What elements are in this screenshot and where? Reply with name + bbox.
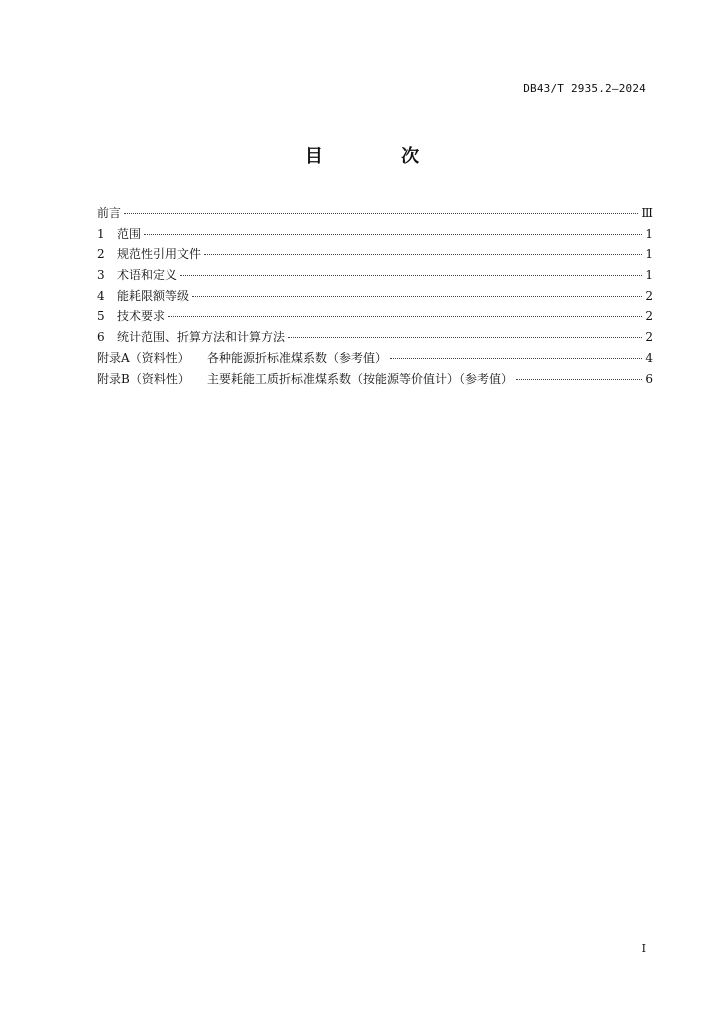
toc-entry-consumption-grades[interactable] [97,286,653,307]
toc-entry-label: 范围 [117,226,142,241]
toc-entry-label: 技术要求 [117,309,166,324]
toc-entry-label: 规范性引用文件 [117,247,202,262]
appendix-label: 附录B（资料性） [97,371,190,386]
toc-entry-page: Ⅲ [641,206,653,220]
document-code: DB43/T 2935.2—2024 [523,82,646,95]
toc-entry-number: 5 [97,309,105,324]
toc-entry-number: 2 [97,247,105,262]
toc-entry-foreword[interactable] [97,203,653,224]
toc-entry-number: 3 [97,268,105,283]
toc-entry-appendix-a[interactable] [97,348,653,369]
toc-leader-dots [204,253,642,255]
toc-entry-page: 1 [645,247,653,262]
page-number: I [641,942,646,955]
toc-entry-page: 2 [645,288,653,303]
toc-leader-dots [288,336,642,338]
toc-entry-page: 2 [645,309,653,324]
toc-entry-appendix-b[interactable] [97,369,653,390]
toc-entry-scope[interactable] [97,224,653,245]
toc-entry-number: 6 [97,330,105,345]
toc-entry-statistics-methods[interactable] [97,327,653,348]
toc-entry-terms-definitions[interactable] [97,265,653,286]
appendix-label: 附录A（资料性） [97,350,190,365]
toc-leader-dots [144,233,642,235]
toc-entry-page: 6 [645,371,653,386]
toc-entry-label: 能耗限额等级 [117,288,190,303]
toc-leader-dots [124,212,638,214]
toc-leader-dots [192,295,642,297]
toc-entry-number: 1 [97,226,105,241]
toc-title: 目 次 [304,146,456,167]
toc-leader-dots [168,315,642,317]
table-of-contents [97,203,653,389]
toc-entry-label: 统计范围、折算方法和计算方法 [117,330,286,345]
toc-leader-dots [390,357,642,359]
toc-entry-label: 术语和定义 [117,268,178,283]
toc-entry-page: 2 [645,330,653,345]
toc-entry-number: 4 [97,288,105,303]
toc-leader-dots [180,274,642,276]
toc-entry-page: 4 [645,350,653,365]
toc-entry-label: 前言 [97,206,122,220]
toc-entry-page: 1 [645,268,653,283]
toc-entry-page: 1 [645,226,653,241]
toc-entry-normative-references[interactable] [97,244,653,265]
toc-leader-dots [516,378,642,380]
toc-entry-technical-requirements[interactable] [97,306,653,327]
appendix-title: 各种能源折标准煤系数（参考值） [207,350,388,365]
appendix-title: 主要耗能工质折标准煤系数（按能源等价值计）（参考值） [207,371,514,386]
